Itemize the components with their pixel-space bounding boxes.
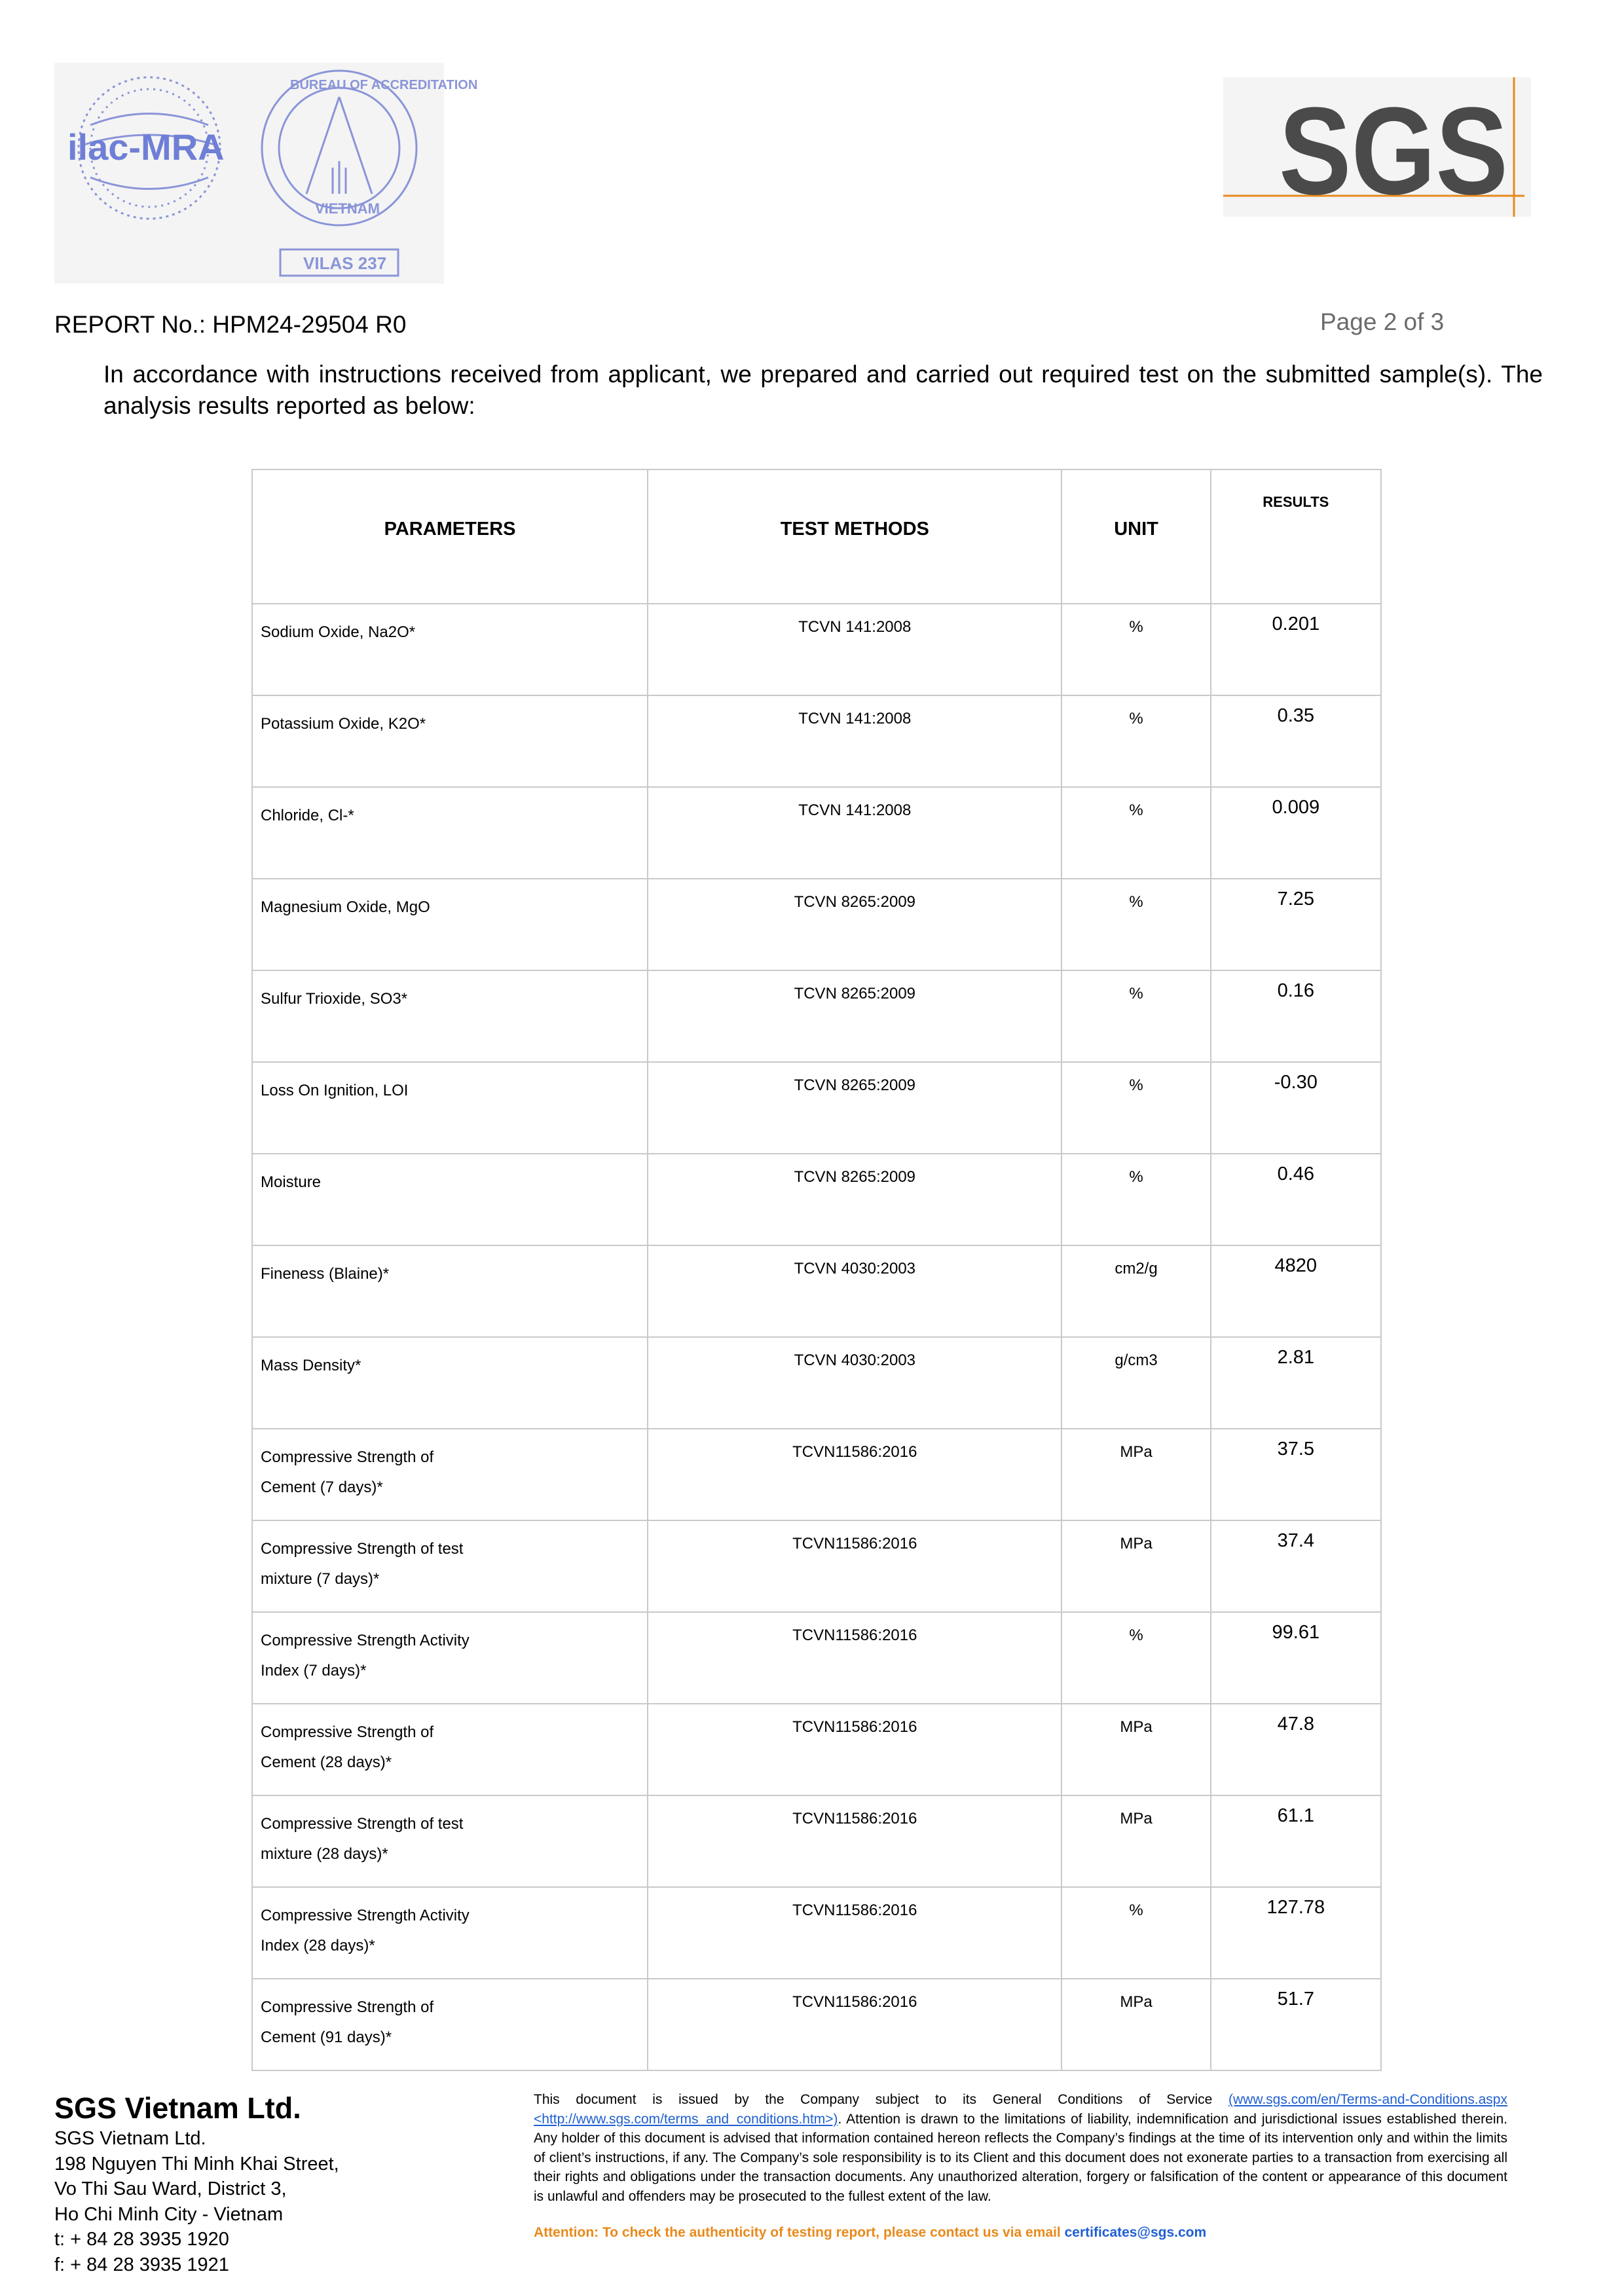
cell-unit: % — [1129, 618, 1143, 636]
cell-result: 47.8 — [1277, 1714, 1315, 1735]
table-row — [252, 1337, 1381, 1429]
cell-parameter: Sodium Oxide, Na2O* — [261, 623, 416, 641]
cell-parameter: Sulfur Trioxide, SO3* — [261, 990, 408, 1008]
header-parameters: PARAMETERS — [384, 519, 516, 540]
vietnam-text: VIETNAM — [315, 200, 380, 217]
attention-note — [534, 2225, 1206, 2241]
table-row — [252, 1979, 1381, 2070]
cell-test-method: TCVN11586:2016 — [792, 1626, 917, 1644]
table-row — [252, 879, 1381, 970]
cell-test-method: TCVN 8265:2009 — [794, 1168, 916, 1186]
ilac-text: ilac-MRA — [67, 126, 225, 168]
cell-test-method: TCVN 8265:2009 — [794, 893, 916, 911]
cell-parameter: Moisture — [261, 1173, 322, 1191]
cell-result: 2.81 — [1277, 1347, 1315, 1368]
cell-parameter: Compressive Strength Activity Index (28 days)* — [261, 1907, 470, 1955]
cell-result: 0.009 — [1272, 797, 1320, 818]
cell-test-method: TCVN11586:2016 — [792, 1718, 917, 1736]
address-line: Vo Thi Sau Ward, District 3, — [54, 2178, 287, 2199]
footer-company — [54, 2091, 382, 2277]
company-title: SGS Vietnam Ltd. — [54, 2091, 301, 2125]
table-header-row — [252, 469, 1381, 604]
cell-test-method: TCVN 4030:2003 — [794, 1260, 916, 1277]
table-row — [252, 1795, 1381, 1887]
cell-result: -0.30 — [1274, 1072, 1318, 1093]
cell-parameter: Loss On Ignition, LOI — [261, 1082, 409, 1099]
cell-unit: MPa — [1120, 1443, 1153, 1461]
cell-result: 37.5 — [1277, 1439, 1315, 1460]
cell-unit: cm2/g — [1115, 1260, 1158, 1277]
cell-test-method: TCVN 141:2008 — [798, 710, 912, 727]
address-line: 198 Nguyen Thi Minh Khai Street, — [54, 2153, 339, 2175]
attention-text: Attention: To check the authenticity of testing report, please contact us via email — [534, 2225, 1065, 2240]
address-line: SGS Vietnam Ltd. — [54, 2128, 206, 2149]
cell-result: 4820 — [1274, 1255, 1318, 1276]
cell-result: 51.7 — [1277, 1989, 1315, 2010]
cell-result: 0.46 — [1277, 1164, 1315, 1184]
cell-unit: % — [1129, 1626, 1143, 1644]
cell-unit: % — [1129, 1168, 1143, 1186]
header-unit: UNIT — [1114, 519, 1158, 540]
cell-result: 127.78 — [1266, 1897, 1325, 1918]
table-row — [252, 1887, 1381, 1979]
sgs-logo-text: SGS — [1279, 82, 1508, 221]
cell-unit: % — [1129, 985, 1143, 1002]
cell-test-method: TCVN 8265:2009 — [794, 985, 916, 1002]
cell-parameter: Mass Density* — [261, 1357, 361, 1374]
accreditation-logo-graphic — [54, 63, 478, 284]
intro-paragraph: In accordance with instructions received from applicant, we prepared and carried out required test on the submitted sample(s). The analysis results reported as below: — [103, 361, 1543, 419]
terms-link[interactable]: (www.sgs.com/en/Terms-and-Conditions.aspx <http://www.sgs.com/terms_and_conditions.htm>) — [534, 2092, 1507, 2127]
sgs-logo-graphic — [1223, 77, 1531, 221]
cell-result: 7.25 — [1277, 889, 1315, 909]
fax-line: f: + 84 28 3935 1921 — [54, 2254, 229, 2275]
cell-parameter: Compressive Strength of test mixture (7 days)* — [261, 1540, 464, 1588]
cell-result: 0.201 — [1272, 614, 1320, 634]
table-row — [252, 1154, 1381, 1245]
cell-result: 0.35 — [1277, 705, 1315, 726]
cell-unit: g/cm3 — [1115, 1351, 1158, 1369]
table-row — [252, 604, 1381, 695]
header-test-methods: TEST METHODS — [780, 519, 929, 540]
bureau-text: BUREAU OF ACCREDITATION — [290, 78, 478, 92]
vilas-badge: VILAS 237 — [303, 253, 387, 273]
cell-test-method: TCVN 4030:2003 — [794, 1351, 916, 1369]
cell-parameter: Compressive Strength of Cement (7 days)* — [261, 1448, 434, 1496]
cell-test-method: TCVN 8265:2009 — [794, 1076, 916, 1094]
disclaimer-text-1: This document is issued by the Company subject to its General Conditions of Service — [534, 2092, 1228, 2107]
cell-unit: MPa — [1120, 1810, 1153, 1827]
cell-unit: % — [1129, 801, 1143, 819]
disclaimer-text-2: . Attention is drawn to the limitations of liability, indemnification and jurisdictional issues established therein. Any holder of this document is advised that information contained hereon reflects the Company’s findings at the time of its intervention only and within the limits of client’s instructions, if any. The Company’s sole responsibility is to its Client and this document does not exonerate parties to a transaction from exercising all their rights and obligations under the transaction documents. Any unauthorized alteration, forgery or falsification of the content or appearance of this document is unlawful and offenders may be prosecuted to the fullest extent of the law. — [534, 2111, 1507, 2204]
cell-test-method: TCVN11586:2016 — [792, 1810, 917, 1827]
table-row — [252, 1704, 1381, 1795]
cell-unit: % — [1129, 710, 1143, 727]
table-row — [252, 1429, 1381, 1520]
cell-result: 61.1 — [1277, 1805, 1315, 1826]
header-results: RESULTS — [1263, 494, 1329, 510]
cell-unit: MPa — [1120, 1993, 1153, 2011]
table-row — [252, 1612, 1381, 1704]
accreditation-logo — [54, 63, 478, 284]
cell-test-method: TCVN 141:2008 — [798, 801, 912, 819]
cell-parameter: Compressive Strength of test mixture (28 days)* — [261, 1815, 464, 1863]
phone-line: t: + 84 28 3935 1920 — [54, 2229, 229, 2250]
table-row — [252, 787, 1381, 879]
cell-parameter: Magnesium Oxide, MgO — [261, 898, 430, 916]
cell-unit: % — [1129, 1076, 1143, 1094]
cell-parameter: Compressive Strength of Cement (91 days)* — [261, 1998, 434, 2046]
table-row — [252, 1520, 1381, 1612]
certificates-email-link[interactable]: certificates@sgs.com — [1064, 2225, 1207, 2240]
cell-unit: MPa — [1120, 1535, 1153, 1552]
cell-test-method: TCVN 141:2008 — [798, 618, 912, 636]
cell-result: 99.61 — [1272, 1622, 1320, 1643]
cell-parameter: Chloride, Cl-* — [261, 807, 354, 824]
report-number: REPORT No.: HPM24-29504 R0 — [54, 311, 407, 338]
page-number: Page 2 of 3 — [1320, 308, 1445, 335]
sgs-logo — [1223, 77, 1531, 221]
cell-parameter: Fineness (Blaine)* — [261, 1265, 390, 1283]
cell-test-method: TCVN11586:2016 — [792, 1993, 917, 2011]
cell-result: 0.16 — [1277, 980, 1315, 1001]
cell-test-method: TCVN11586:2016 — [792, 1443, 917, 1461]
cell-test-method: TCVN11586:2016 — [792, 1535, 917, 1552]
table-row — [252, 1245, 1381, 1337]
table-row — [252, 970, 1381, 1062]
table-row — [252, 1062, 1381, 1154]
cell-unit: % — [1129, 1901, 1143, 1919]
cell-parameter: Compressive Strength Activity Index (7 days)* — [261, 1632, 470, 1680]
results-table — [251, 469, 1382, 2071]
table-row — [252, 695, 1381, 787]
cell-parameter: Potassium Oxide, K2O* — [261, 715, 426, 733]
cell-test-method: TCVN11586:2016 — [792, 1901, 917, 1919]
address-line: Ho Chi Minh City - Vietnam — [54, 2203, 284, 2225]
cell-unit: % — [1129, 893, 1143, 911]
cell-parameter: Compressive Strength of Cement (28 days)* — [261, 1723, 434, 1771]
disclaimer — [534, 2090, 1507, 2206]
cell-result: 37.4 — [1277, 1530, 1315, 1551]
cell-unit: MPa — [1120, 1718, 1153, 1736]
